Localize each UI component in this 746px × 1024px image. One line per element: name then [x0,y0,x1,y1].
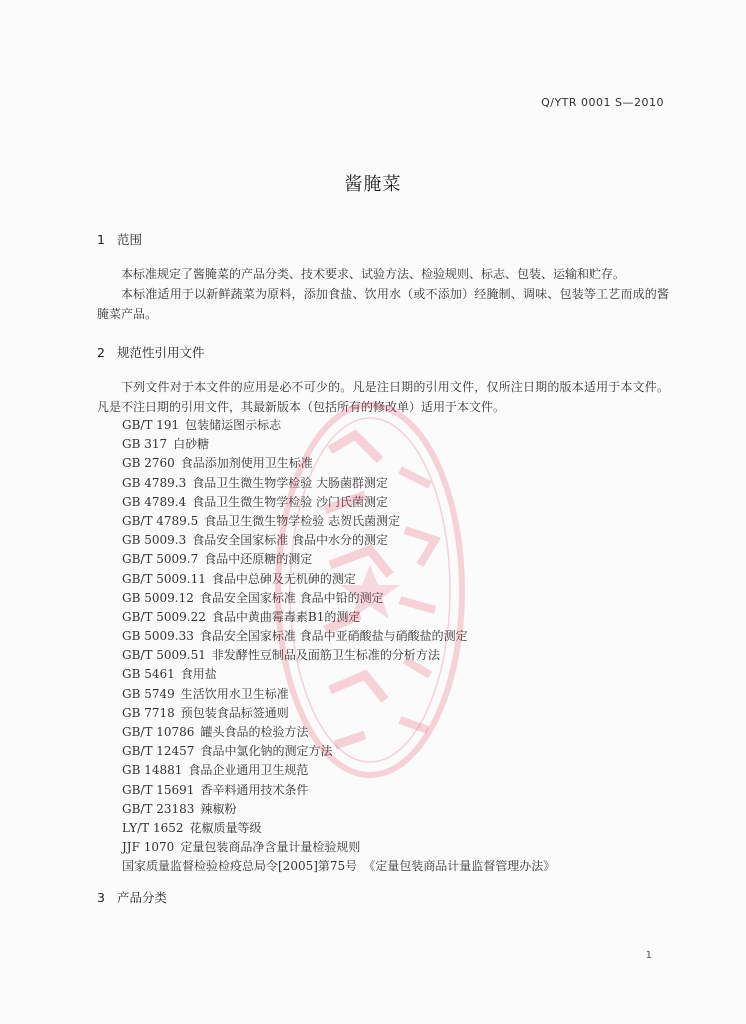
reference-title: 定量包装商品净含量计量检验规则 [180,840,361,855]
reference-code: GB/T 4789.5 [122,513,199,528]
reference-title: 罐头食品的检验方法 [200,725,309,739]
reference-item [122,416,662,435]
reference-code: GB 5749 [122,686,175,701]
section-title: 产品分类 [117,890,168,905]
section-title: 范围 [117,232,143,247]
reference-title: 《定量包装商品计量监督管理办法》 [363,859,556,874]
section-2-paragraph-1: 下列文件对于本文件的应用是必不可少的。凡是注日期的引用文件，仅所注日期的版本适用于本文件。凡是不注日期的引用文件，其最新版本（包括所有的修改单）适用于本文件。 [97,380,669,414]
reference-code: GB/T 10786 [122,725,195,739]
reference-code: GB/T 15691 [122,782,195,797]
reference-title: 食品添加剂使用卫生标准 [180,456,313,471]
reference-code: GB 5461 [122,667,175,682]
reference-item [122,531,662,550]
reference-code: GB 4789.3 [122,475,187,490]
reference-code: GB 14881 [122,763,183,778]
reference-title: 食品中氯化钠的测定方法 [200,744,333,759]
reference-code: LY/T 1652 [122,820,184,835]
reference-item [122,608,662,627]
reference-title: 生活饮用水卫生标准 [180,686,289,701]
section-number: 2 [97,345,105,360]
section-3-heading [97,888,167,906]
section-1-heading [97,230,142,248]
reference-item [122,493,662,512]
reference-code: GB 2760 [122,456,175,471]
section-2-heading [97,343,205,361]
reference-title: 食品安全国家标准 食品中铅的测定 [199,590,384,605]
reference-item [122,435,662,454]
reference-item [122,781,662,800]
reference-code: GB/T 12457 [122,744,195,759]
reference-title: 食品卫生微生物学检验 大肠菌群测定 [192,475,389,490]
document-code: Q/YTR 0001 S—2010 [541,96,664,109]
reference-title: 食品卫生微生物学检验 志贺氏菌测定 [204,513,401,528]
reference-list [122,416,662,877]
reference-code: JJF 1070 [122,840,175,855]
reference-item [122,800,662,819]
reference-code: GB 317 [122,437,168,452]
reference-title: 花椒质量等级 [189,820,262,835]
reference-item [122,742,662,761]
reference-code: GB/T 23183 [122,801,195,816]
reference-title: 食品安全国家标准 食品中亚硝酸盐与硝酸盐的测定 [199,629,468,644]
reference-title: 香辛料通用技术条件 [200,782,309,797]
reference-item [122,723,662,742]
reference-item [122,646,662,665]
reference-item [122,570,662,589]
reference-code: 国家质量监督检验检疫总局令[2005]第75号 [122,859,358,874]
reference-title: 食品卫生微生物学检验 沙门氏菌测定 [192,494,389,509]
reference-item [122,512,662,531]
reference-code: GB 4789.4 [122,494,187,509]
reference-item [122,819,662,838]
reference-code: GB/T 5009.7 [122,552,199,567]
reference-code: GB 7718 [122,705,175,720]
reference-title: 食品中黄曲霉毒素B1的测定 [211,609,361,624]
reference-title: 包装储运图示标志 [185,418,282,432]
reference-code: GB/T 191 [122,418,180,432]
reference-title: 辣椒粉 [200,801,237,816]
reference-title: 预包装食品标签通则 [180,705,289,720]
reference-code: GB 5009.12 [122,590,194,605]
reference-item [122,857,662,876]
reference-title: 食品中还原糖的测定 [204,552,313,567]
section-number: 1 [97,232,105,247]
reference-item [122,665,662,684]
reference-code: GB/T 5009.51 [122,648,206,663]
reference-item [122,838,662,857]
reference-item [122,550,662,569]
reference-item [122,474,662,493]
reference-code: GB 5009.3 [122,533,187,548]
reference-item [122,627,662,646]
reference-item [122,704,662,723]
page-number: 1 [645,950,652,961]
reference-title: 食品中总砷及无机砷的测定 [211,571,356,586]
reference-title: 食品企业通用卫生规范 [188,763,309,778]
reference-title: 食品安全国家标准 食品中水分的测定 [192,533,389,548]
reference-code: GB 5009.33 [122,629,194,644]
reference-item [122,589,662,608]
reference-code: GB/T 5009.11 [122,571,206,586]
section-title: 规范性引用文件 [117,345,205,360]
reference-title: 非发酵性豆制品及面筋卫生标准的分析方法 [211,648,440,663]
reference-item [122,685,662,704]
reference-title: 食用盐 [180,667,217,682]
section-number: 3 [97,890,105,905]
section-1-paragraph-2: 本标准适用于以新鲜蔬菜为原料，添加食盐、饮用水（或不添加）经腌制、调味、包装等工艺而成的酱腌菜产品。 [97,287,669,321]
reference-item [122,761,662,780]
reference-code: GB/T 5009.22 [122,609,206,624]
reference-title: 白砂糖 [173,437,210,452]
page-title: 酱腌菜 [344,174,402,195]
section-1-paragraph-1: 本标准规定了酱腌菜的产品分类、技术要求、试验方法、检验规则、标志、包装、运输和贮存。 [121,267,626,281]
reference-item [122,454,662,473]
